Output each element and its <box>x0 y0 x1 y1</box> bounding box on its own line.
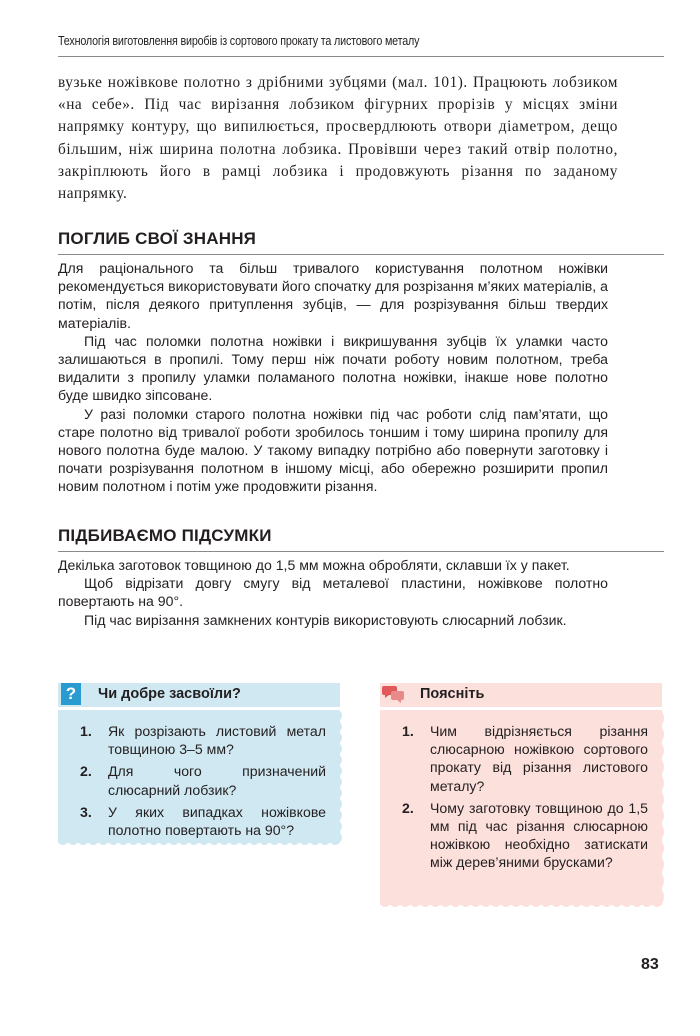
paragraph: Під час поломки полотна ножівки і викришування зубців їх уламки часто залишаються в пропилі. Тому перш ніж почати роботу новим полотном, треба видалити з пропилу уламки поламаного полотна ножівки, інакше нове полотно буде швидко зіпсоване. <box>58 332 608 404</box>
paragraph: У разі поломки старого полотна ножівки під час роботи слід пам’ятати, що старе полотно від тривалої роботи зробилось тоншим і тому ширина пропилу для нового полотна буде малою. У такому випадку потрібно або повернути заготовку і почати розрізування полотном в іншому місці, або обережно розширити пропил новим полотном і потім уже продовжити різання. <box>58 405 608 495</box>
running-header: Технологія виготовлення виробів із сортового прокату та листового металу <box>58 34 420 48</box>
explain-body <box>380 710 662 905</box>
page-number: 83 <box>641 956 659 973</box>
scalloped-edge <box>661 710 667 905</box>
paragraph: Декілька заготовок товщиною до 1,5 мм можна обробляти, склавши їх у пакет. <box>58 557 570 573</box>
list-item <box>80 722 326 758</box>
list-item <box>80 803 326 839</box>
list-item <box>402 722 648 795</box>
scalloped-edge <box>380 904 662 910</box>
item-number: 2. <box>402 799 414 816</box>
question-icon: ? <box>61 683 81 705</box>
section-title-deepen-knowledge: ПОГЛИБ СВОЇ ЗНАННЯ <box>58 229 257 248</box>
item-text: Для чого призначений слюсарний лобзик? <box>108 763 326 798</box>
header-divider <box>58 56 664 57</box>
question-list <box>402 722 648 876</box>
explain-header <box>380 683 662 707</box>
section-body-deepen-knowledge <box>58 259 608 496</box>
review-questions-header <box>58 683 340 707</box>
item-number: 3. <box>80 803 92 820</box>
paragraph: Щоб відрізати довгу смугу від металевої пластини, ножівкове полотно повертають на 90°. <box>58 575 608 610</box>
review-questions-title: Чи добре засвоїли? <box>98 686 241 702</box>
review-questions-body <box>58 710 340 843</box>
list-item <box>80 762 326 798</box>
section-divider <box>58 254 664 255</box>
section-title-summary: ПІДБИВАЄМО ПІДСУМКИ <box>58 526 272 545</box>
explain-box <box>380 683 662 905</box>
item-text: Як розрізають листовий метал товщиною 3–5 мм? <box>108 723 326 758</box>
scalloped-edge <box>339 710 345 843</box>
scalloped-edge <box>58 842 340 848</box>
section-body-summary <box>58 556 608 629</box>
item-text: Чому заготовку товщиною до 1,5 мм під час різання слюсарною ножівкою необхідно затискати між дерев’яними брусками? <box>430 799 648 871</box>
question-list <box>80 722 326 843</box>
speech-bubbles-icon <box>382 684 406 704</box>
list-item <box>402 799 648 872</box>
explain-title: Поясніть <box>420 686 485 702</box>
paragraph: Для раціонального та більш тривалого користування полотном ножівки рекомендується використовувати його спочатку для розрізання м’яких матеріалів, а потім, після деякого притуплення зубців, — для розрізування більш твердих матеріалів. <box>58 260 608 331</box>
item-number: 1. <box>402 723 414 739</box>
item-text: Чим відрізняється різання слюсарною ножівкою сортового прокату від різання листового металу? <box>430 723 648 794</box>
item-text: У яких випадках ножівкове полотно повертають на 90°? <box>108 803 326 839</box>
item-number: 1. <box>80 723 92 739</box>
review-questions-box <box>58 683 340 843</box>
section-divider <box>58 551 664 552</box>
item-number: 2. <box>80 763 92 780</box>
paragraph: Під час вирізання замкнених контурів використовують слюсарний лобзик. <box>84 611 567 628</box>
intro-paragraph: вузьке ножівкове полотно з дрібними зубцями (мал. 101). Працюють лобзиком «на себе». Під час вирізання лобзиком фігурних прорізів у місцях зміни напрямку контуру, що випилюється, просвердлюють отвори діаметром, дещо більшим, ніж ширина полотна лобзика. Провівши через такий отвір полотно, закріплюють його в рамці лобзика і продовжують різання по заданому напрямку. <box>58 74 618 203</box>
